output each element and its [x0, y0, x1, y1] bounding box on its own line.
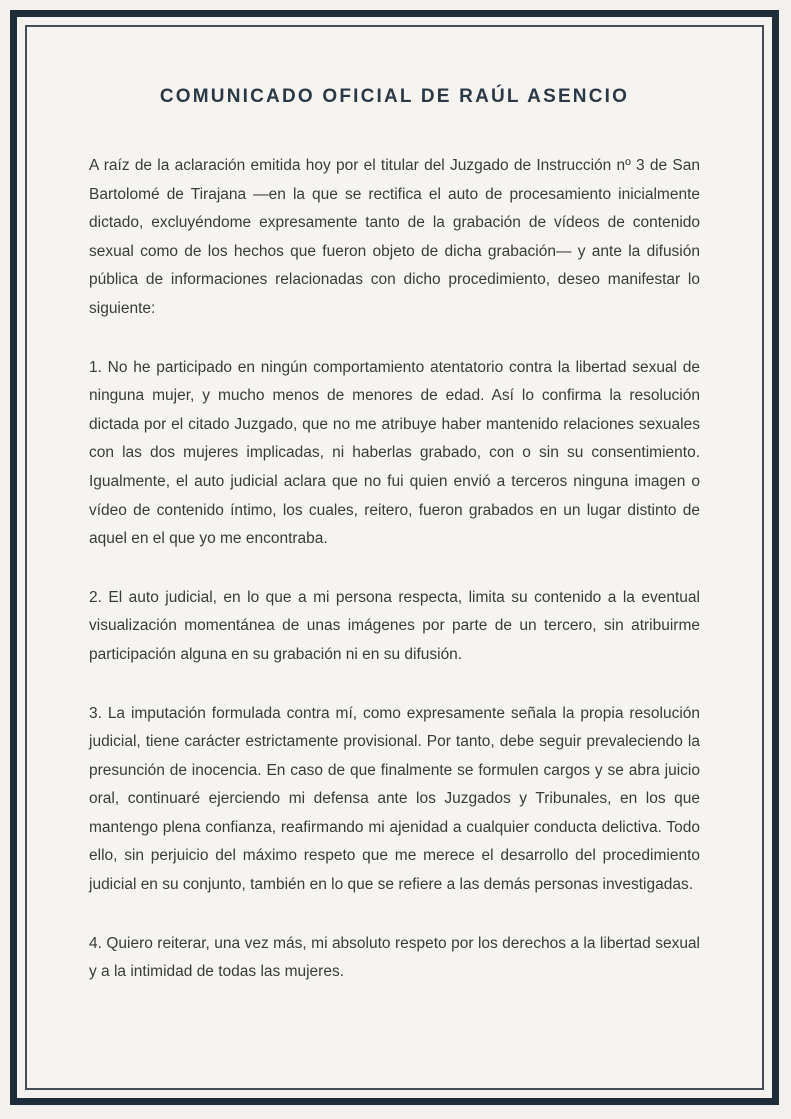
document-content: [27, 27, 762, 1088]
statement-point-3: 3. La imputación formulada contra mí, como expresamente señala la propia resolución judicial, tiene carácter estrictamente provisional. Por tanto, debe seguir prevaleciendo la presunción de inocencia. En caso de que finalmente se formulen cargos y se abra juicio oral, continuaré ejerciendo mi defensa ante los Juzgados y Tribunales, en los que mantengo plena confianza, reafirmando mi ajenidad a cualquier conducta delictiva. Todo ello, sin perjuicio del máximo respeto que me merece el desarrollo del procedimiento judicial en su conjunto, también en lo que se refiere a las demás personas investigadas.: [89, 704, 700, 894]
document-title: COMUNICADO OFICIAL DE RAÚL ASENCIO: [159, 86, 630, 107]
outer-frame-border: [10, 10, 779, 1105]
inner-frame-border: [25, 25, 764, 1090]
statement-point-2: 2. El auto judicial, en lo que a mi persona respecta, limita su contenido a la eventual visualización momentánea de unas imágenes por parte de un tercero, sin atribuirme participación alguna en su grabación ni en su difusión.: [89, 588, 700, 663]
intro-paragraph: A raíz de la aclaración emitida hoy por el titular del Juzgado de Instrucción nº 3 de San Bartolomé de Tirajana —en la que se rectifica el auto de procesamiento inicialmente dictado, excluyéndome expresamente tanto de la grabación de vídeos de contenido sexual como de los hechos que fueron objeto de dicha grabación— y ante la difusión pública de informaciones relacionadas con dicho procedimiento, deseo manifestar lo siguiente:: [89, 157, 700, 317]
statement-point-1: 1. No he participado en ningún comportamiento atentatorio contra la libertad sexual de ninguna mujer, y mucho menos de menores de edad. Así lo confirma la resolución dictada por el citado Juzgado, que no me atribuye haber mantenido relaciones sexuales con las dos mujeres implicadas, ni haberlas grabado, con o sin su consentimiento. Igualmente, el auto judicial aclara que no fui quien envió a terceros ninguna imagen o vídeo de contenido íntimo, los cuales, reitero, fueron grabados en un lugar distinto de aquel en el que yo me encontraba.: [89, 358, 700, 548]
statement-point-4: 4. Quiero reiterar, una vez más, mi absoluto respeto por los derechos a la libertad sexual y a la intimidad de todas las mujeres.: [89, 934, 700, 981]
